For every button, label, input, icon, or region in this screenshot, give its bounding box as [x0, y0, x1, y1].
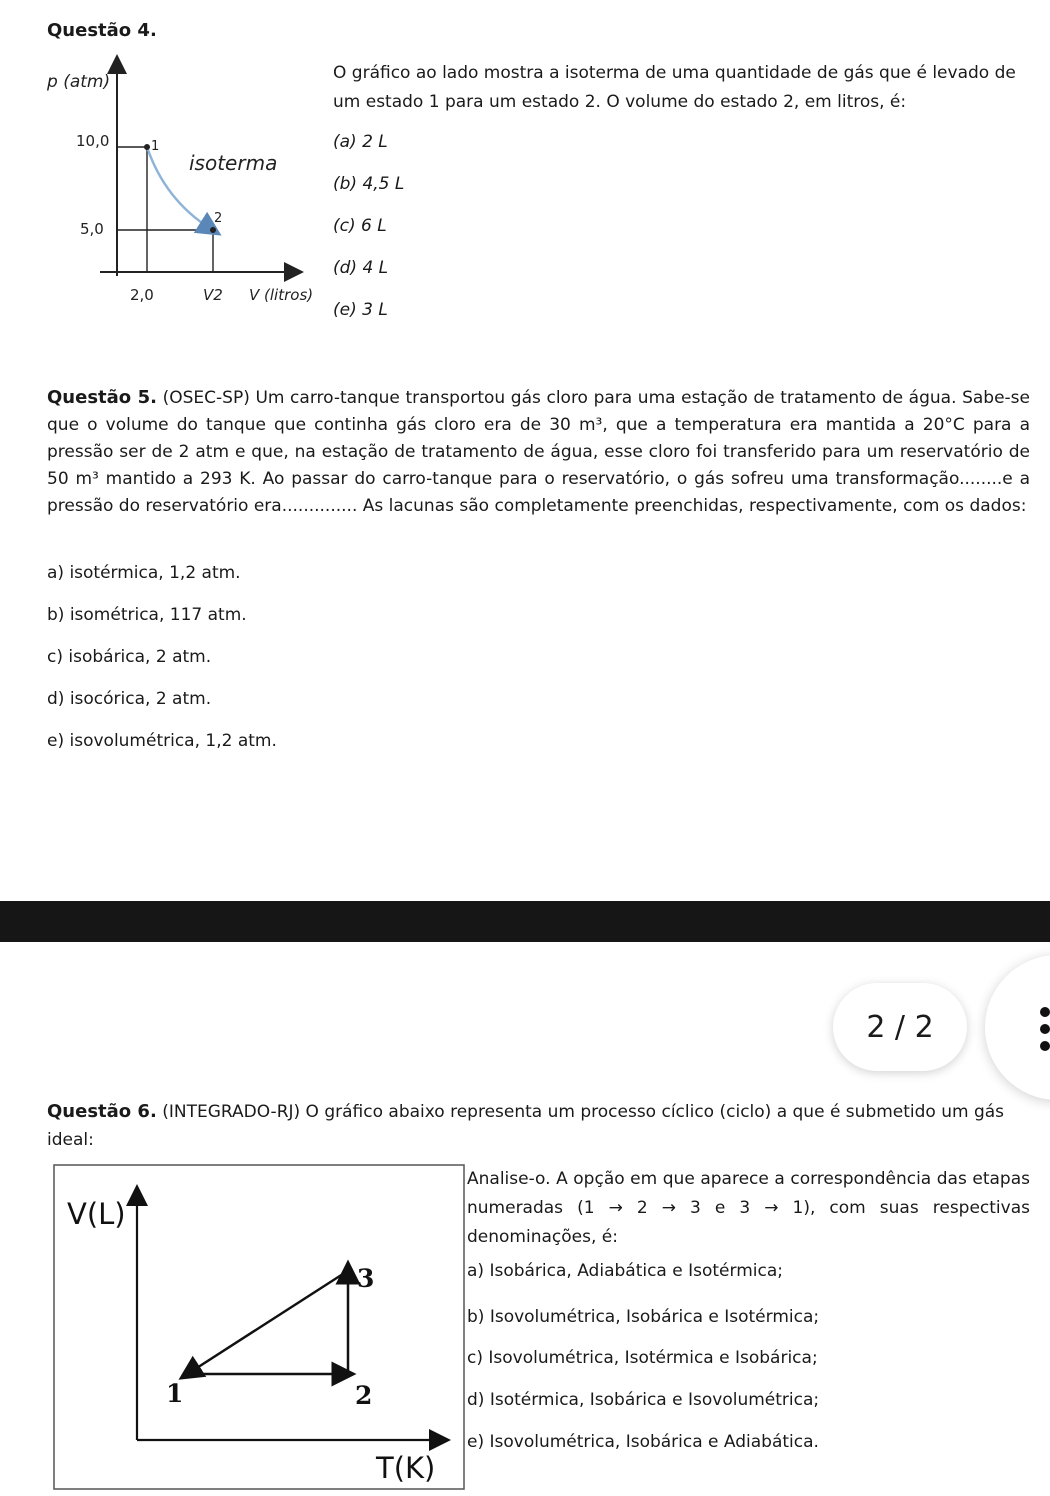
q4-label-1: 1 [151, 139, 160, 154]
q4-option-b[interactable]: (b) 4,5 L [333, 174, 405, 194]
q6-statement [47, 1098, 1032, 1154]
q4-label-2: 2 [214, 211, 223, 226]
q4-option-c[interactable]: (c) 6 L [333, 216, 387, 236]
more-dot-2 [1040, 1024, 1050, 1034]
q6-label-2: 2 [355, 1381, 373, 1410]
q6-ylabel: V(L) [67, 1197, 126, 1231]
q6-cycle-graph [53, 1164, 465, 1490]
q4-isotherm-graph [40, 50, 330, 320]
more-options-button[interactable] [985, 955, 1050, 1100]
q4-point-2 [210, 227, 216, 233]
q5-option-d[interactable]: d) isocórica, 2 atm. [47, 689, 212, 709]
q4-title: Questão 4. [47, 20, 157, 41]
q5-option-a[interactable]: a) isotérmica, 1,2 atm. [47, 563, 241, 583]
page-indicator[interactable]: 2 / 2 [833, 983, 967, 1071]
q4-ytick-10: 10,0 [76, 132, 110, 150]
q6-side-text: Analise-o. A opção em que aparece a correspondência das etapas numeradas (1 → 2 → 3 e 3 → 1), com suas respectivas denominações, é: [467, 1169, 1030, 1247]
q5-option-e[interactable]: e) isovolumétrica, 1,2 atm. [47, 731, 277, 751]
q4-option-e[interactable]: (e) 3 L [333, 300, 388, 320]
q6-label-3: 3 [357, 1264, 375, 1293]
q4-ylabel: p (atm) [47, 72, 111, 92]
q5-option-c[interactable]: c) isobárica, 2 atm. [47, 647, 212, 667]
page-separator-band [0, 901, 1050, 942]
q4-xlabel: V (litros) [249, 286, 314, 304]
q6-option-c[interactable]: c) Isovolumétrica, Isotérmica e Isobárica; [467, 1348, 818, 1368]
q4-curve-label: isoterma [189, 151, 278, 175]
q6-path-3-1 [189, 1272, 346, 1373]
q4-option-a[interactable]: (a) 2 L [333, 132, 388, 152]
q5-statement [47, 384, 1030, 520]
q6-title: Questão 6. [47, 1101, 157, 1122]
q5-title: Questão 5. [47, 387, 157, 408]
q4-ytick-5: 5,0 [80, 220, 104, 238]
q6-option-a[interactable]: a) Isobárica, Adiabática e Isotérmica; [467, 1261, 783, 1281]
q4-option-d[interactable]: (d) 4 L [333, 258, 389, 278]
more-dot-1 [1040, 1007, 1050, 1017]
q6-text: (INTEGRADO-RJ) O gráfico abaixo representa um processo cíclico (ciclo) a que é submetido um gás ideal: [47, 1102, 1005, 1150]
q4-statement: O gráfico ao lado mostra a isoterma de uma quantidade de gás que é levado de um estado 1 para um estado 2. O volume do estado 2, em litros, é: [333, 63, 1016, 112]
q6-option-b[interactable]: b) Isovolumétrica, Isobárica e Isotérmica; [467, 1307, 820, 1327]
q6-option-d[interactable]: d) Isotérmica, Isobárica e Isovolumétrica; [467, 1390, 820, 1410]
q6-label-1: 1 [166, 1379, 184, 1408]
more-dot-3 [1040, 1041, 1050, 1051]
q6-xlabel: T(K) [376, 1451, 436, 1485]
q4-xtick-v2: V2 [203, 286, 223, 304]
q4-point-1 [144, 144, 150, 150]
q4-xtick-2: 2,0 [130, 286, 154, 304]
q6-option-e[interactable]: e) Isovolumétrica, Isobárica e Adiabática. [467, 1432, 819, 1452]
q5-option-b[interactable]: b) isométrica, 117 atm. [47, 605, 247, 625]
q5-text: (OSEC-SP) Um carro-tanque transportou gás cloro para uma estação de tratamento de água. Sabe-se que o volume do tanque que continha gás cloro era de 30 m³, que a temperatura era mantida a 20°C para a pressão ser de 2 atm e que, na estação de tratamento de água, esse cloro foi transferido para um reservatório de 50 m³ mantido a 293 K. Ao passar do carro-tanque para o reservatório, o gás sofreu uma transformação........e a pressão do reservatório era.............. As lacunas são completamente preenchidas, respectivamente, com os dados: [47, 388, 1030, 516]
